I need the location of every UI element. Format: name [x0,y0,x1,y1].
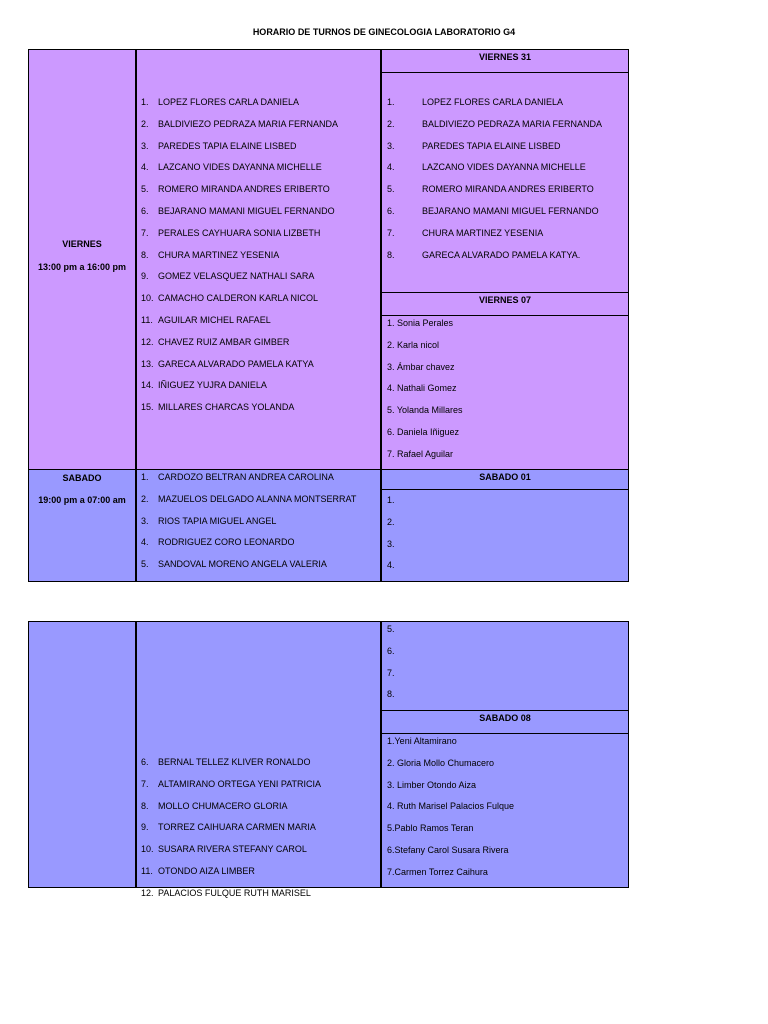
list-item-text: GARECA ALVARADO PAMELA KATYA. [422,249,581,260]
viernes-day-label: VIERNES [62,239,102,249]
viernes-time-label: 13:00 pm a 16:00 pm [37,262,127,272]
list-item-number: 6. [141,757,149,767]
list-item-number: 10. [141,844,154,855]
list-item-number: 5. [141,184,149,195]
list-item-text: ROMERO MIRANDA ANDRES ERIBERTO [158,184,330,195]
shift-list-item: 4. [387,560,395,571]
list-item-number: 4. [387,162,395,173]
table-border [28,581,629,582]
shift-list-item: 7. Rafael Aguilar [387,448,454,459]
list-item-text: BALDIVIEZO PEDRAZA MARIA FERNANDA [158,118,339,129]
table-border [28,49,629,50]
row-divider [382,710,628,711]
list-item-text: ALTAMIRANO ORTEGA YENI PATRICIA [158,778,322,789]
sabado-08-header: SABADO 08 [479,713,531,723]
row-divider [28,469,629,470]
list-item-text: MILLARES CHARCAS YOLANDA [158,402,295,413]
row-divider [382,733,628,734]
shift-list-item: 6. Daniela Iñiguez [387,427,460,437]
list-item-text: PAREDES TAPIA ELAINE LISBED [422,140,561,151]
list-item-text: ROMERO MIRANDA ANDRES ERIBERTO [422,184,594,195]
list-item-text: LAZCANO VIDES DAYANNA MICHELLE [158,162,322,173]
list-item-number: 2. [387,118,395,129]
sabado-section [28,469,629,582]
shift-list-item: 6.Stefany Carol Susara Rivera [387,845,509,855]
shift-list-item: 4. Nathali Gomez [387,383,457,394]
list-item-number: 1. [141,97,149,107]
shift-list-item: 3. Ámbar chavez [387,361,455,372]
list-item-number: 7. [387,227,395,238]
shift-list-item: 7. [387,667,395,678]
list-item-text: GARECA ALVARADO PAMELA KATYA [158,358,314,369]
list-item-number: 6. [387,206,395,216]
list-item-number: 2. [141,493,149,504]
list-item-number: 3. [387,140,395,151]
document-title: HORARIO DE TURNOS DE GINECOLOGIA LABORATORIO G4 [252,27,516,37]
list-item-text: BEJARANO MAMANI MIGUEL FERNANDO [422,206,599,216]
shift-list-item: 1.Yeni Altamirano [387,736,457,746]
sabado-time-label: 19:00 pm a 07:00 am [38,495,126,505]
list-item-number: 9. [141,271,149,282]
list-item-text: MAZUELOS DELGADO ALANNA MONTSERRAT [158,493,357,504]
list-item-number: 4. [141,162,149,173]
table-border [28,621,29,888]
list-item-number: 11. [141,315,153,325]
list-item-text: PERALES CAYHUARA SONIA LIZBETH [158,227,321,238]
list-item-text: CHURA MARTINEZ YESENIA [422,227,544,238]
column-divider [135,621,137,888]
list-item-number: 15. [141,402,154,413]
shift-list-item: 2. Gloria Mollo Chumacero [387,757,495,768]
shift-list-item: 1. [387,495,395,505]
shift-list-item: 5. Yolanda Millares [387,405,463,416]
list-item-number: 13. [141,358,154,369]
list-item-text: TORREZ CAIHUARA CARMEN MARIA [158,822,316,833]
table-border [28,887,629,888]
list-item-text: LOPEZ FLORES CARLA DANIELA [422,97,564,107]
row-divider [382,292,628,293]
list-item-text: CHURA MARTINEZ YESENIA [158,249,280,260]
sabado-day-label: SABADO [62,473,102,483]
sabado-continued-section [28,622,629,888]
row-divider [382,72,628,73]
list-item-number: 6. [141,206,149,216]
list-item-number: 1. [141,472,149,482]
list-item-text: AGUILAR MICHEL RAFAEL [158,315,271,325]
list-item-text: CHAVEZ RUIZ AMBAR GIMBER [158,336,290,347]
list-item-number: 7. [141,778,149,789]
shift-list-item: 7.Carmen Torrez Caihura [387,866,488,877]
sabado-01-header: SABADO 01 [479,472,531,482]
table-border [628,49,629,582]
list-item-text: MOLLO CHUMACERO GLORIA [158,800,288,811]
list-item-number: 10. [141,293,154,304]
column-divider [380,621,382,888]
list-item-number: 3. [141,140,149,151]
list-item-text: IÑIGUEZ YUJRA DANIELA [158,380,267,391]
shift-list-item: 2. [387,516,395,527]
shift-list-item: 3. [387,538,395,549]
list-item-number: 8. [387,249,395,260]
list-item-number: 3. [141,515,149,526]
row-divider [382,489,628,490]
list-item-text: SUSARA RIVERA STEFANY CAROL [158,844,307,855]
list-item-number: 9. [141,822,149,833]
list-item-text: RODRIGUEZ CORO LEONARDO [158,537,295,548]
list-item-number: 8. [141,249,149,260]
list-item-text: PAREDES TAPIA ELAINE LISBED [158,140,297,151]
list-item-text: RIOS TAPIA MIGUEL ANGEL [158,515,277,526]
row-divider [382,315,628,316]
table-border [628,621,629,888]
list-item-text: LOPEZ FLORES CARLA DANIELA [158,97,300,107]
list-item-text: BALDIVIEZO PEDRAZA MARIA FERNANDA [422,118,603,129]
list-item-text: PALACIOS FULQUE RUTH MARISEL [158,887,311,898]
list-item-text: SANDOVAL MORENO ANGELA VALERIA [158,559,327,570]
list-item-number: 2. [141,118,149,129]
list-item-text: BEJARANO MAMANI MIGUEL FERNANDO [158,206,335,216]
shift-list-item: 1. Sonia Perales [387,318,454,328]
table-border [28,621,629,622]
list-item-number: 12. [141,336,154,347]
list-item-text: BERNAL TELLEZ KLIVER RONALDO [158,757,311,767]
column-divider [135,49,137,582]
shift-list-item: 6. [387,645,395,656]
list-item-text: CARDOZO BELTRAN ANDREA CAROLINA [158,472,334,482]
list-item-number: 8. [141,800,149,811]
viernes-07-header: VIERNES 07 [478,295,532,305]
shift-list-item: 5. [387,624,395,634]
list-item-text: GOMEZ VELASQUEZ NATHALI SARA [158,271,315,282]
shift-list-item: 2. Karla nicol [387,339,440,350]
list-item-number: 11. [141,866,153,876]
list-item-number: 12. [141,887,154,898]
shift-list-item: 4. Ruth Marisel Palacios Fulque [387,801,515,812]
table-border [28,49,29,582]
list-item-number: 1. [387,97,395,107]
shift-list-item: 8. [387,689,395,700]
list-item-number: 14. [141,380,154,391]
shift-list-item: 3. Limber Otondo Aiza [387,779,477,790]
viernes-31-header: VIERNES 31 [478,52,532,62]
list-item-text: CAMACHO CALDERON KARLA NICOL [158,293,319,304]
list-item-number: 7. [141,227,149,238]
list-item-number: 4. [141,537,149,548]
list-item-number: 5. [141,559,149,570]
shift-list-item: 5.Pablo Ramos Teran [387,823,474,834]
list-item-text: LAZCANO VIDES DAYANNA MICHELLE [422,162,586,173]
list-item-number: 5. [387,184,395,195]
list-item-text: OTONDO AIZA LIMBER [158,866,255,876]
viernes-section [28,50,629,470]
